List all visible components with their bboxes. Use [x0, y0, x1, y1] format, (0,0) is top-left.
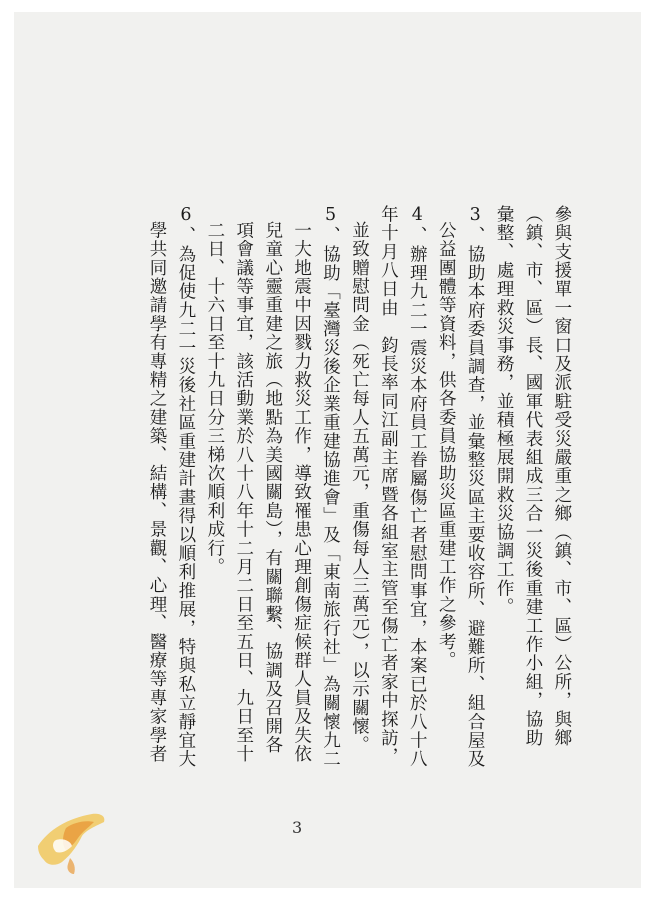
text-column-15: 學共同邀請學有專精之建築、結構、景觀、心理、醫療等專家學者 [147, 221, 167, 764]
text-column-5: 公益團體等資料，供各委員協助災區重建工作之參考。 [436, 221, 457, 670]
taiwan-map-logo-icon [26, 800, 126, 880]
text-column-3: 彙整、處理救災事務，並積極展開救災協調工作。 [494, 205, 515, 617]
text-column-12: 項會議等事宜，該活動業於八十八年十二月二日至五日、九日至十 [233, 221, 254, 764]
document-page [14, 12, 641, 888]
text-column-9: 5、協助「臺灣災後企業重建協進會」及「東南旅行社」為關懷九二 [320, 205, 341, 769]
text-column-11: 兒童心靈重建之旅（地點為美國關島），有關聯繫、協調及召開各 [262, 221, 283, 755]
text-column-6: 4、辦理九二一震災本府員工眷屬傷亡者慰問事宜，本案已於八十八 [407, 205, 428, 769]
text-column-8: 並致贈慰問金（死亡每人五萬元，重傷每人三萬元），以示關懷。 [349, 221, 370, 755]
text-column-10: 一大地震中因戮力救災工作，導致罹患心理創傷症候群人員及失依 [291, 221, 312, 764]
page-number: 3 [292, 818, 303, 837]
text-column-1: 參與支援單一窗口及派駐受災嚴重之鄉（鎮、市、區）公所，與鄉 [551, 205, 572, 748]
text-column-14: 6、為促使九二一災後社區重建計畫得以順利推展，特與私立靜宜大 [175, 205, 196, 769]
text-column-7: 年十月八日由 鈞長率同江副主席暨各組室主管至傷亡者家中探訪， [378, 205, 399, 766]
vertical-text-body [144, 205, 574, 825]
text-column-13: 二日、十六日至十九日分三梯次順利成行。 [204, 221, 225, 577]
text-column-2: （鎮、市、區）長、國軍代表組成三合一災後重建工作小組，協助 [522, 205, 543, 748]
text-column-4: 3、協助本府委員調查，並彙整災區主要收容所、避難所、組合屋及 [465, 205, 486, 769]
